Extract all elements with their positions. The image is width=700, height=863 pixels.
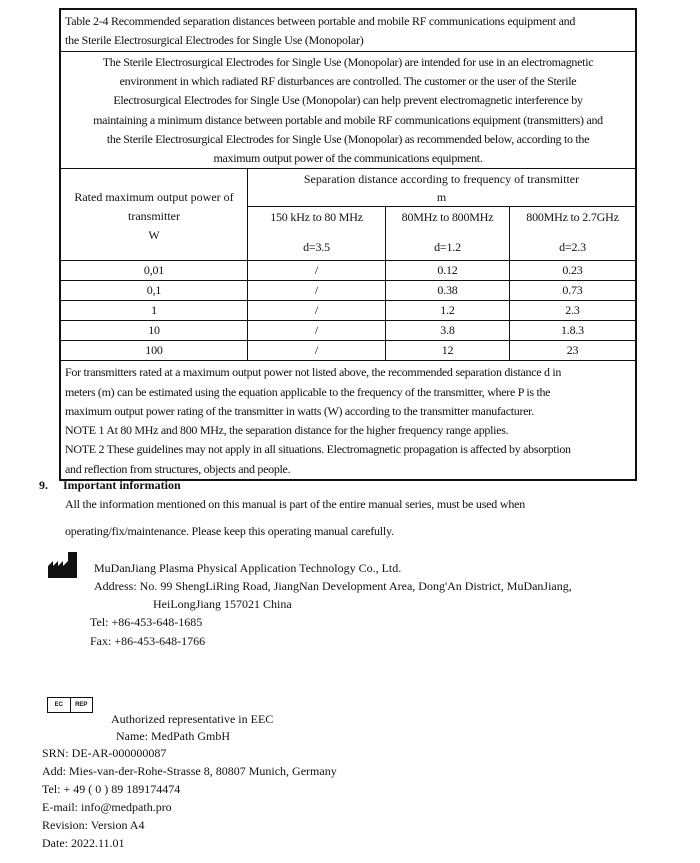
representative-srn: SRN: DE-AR-000000087 [42, 746, 167, 760]
manufacturer-name: MuDanJiang Plasma Physical Application Technology Co., Ltd. [94, 561, 402, 575]
table-cell: 0.12 [386, 261, 510, 280]
power-column-header [61, 169, 248, 261]
caption-line: Table 2-4 Recommended separation distances between portable and mobile RF communications equipment and [65, 14, 576, 28]
manufacturer-address: HeiLongJiang 157021 China [153, 597, 292, 611]
distance-equation: d=1.2 [434, 240, 461, 255]
power-label: transmitter [128, 209, 180, 224]
manufacturer-fax: Fax: +86-453-648-1766 [90, 634, 206, 648]
distance-header [248, 169, 635, 261]
note-line: meters (m) can be estimated using the equation applicable to the frequency of the transmitter, where P is the [65, 384, 551, 399]
table-notes [61, 361, 635, 479]
intro-line: The Sterile Electrosurgical Electrodes for Single Use (Monopolar) are intended for use in an electromagnetic [102, 55, 594, 69]
emc-separation-table [59, 8, 637, 481]
note-line: NOTE 2 These guidelines may not apply in all situations. Electromagnetic propagation is affected by absorption [65, 442, 571, 457]
representative-title: Authorized representative in EEC [111, 712, 274, 726]
table-row [61, 261, 635, 281]
distance-equation: d=3.5 [303, 240, 330, 255]
table-cell: 0.73 [562, 283, 583, 298]
section-text: operating/fix/maintenance. Please keep this operating manual carefully. [65, 524, 394, 538]
frequency-column-header [248, 207, 386, 261]
ec-rep-icon [47, 697, 93, 713]
note-line: maximum output power rating of the transmitter in watts (W) according to the transmitter manufacturer. [65, 403, 534, 418]
section-text: All the information mentioned on this manual is part of the entire manual series, must be used when [65, 497, 526, 511]
frequency-subheaders [248, 207, 635, 261]
power-label: Rated maximum output power of [74, 190, 234, 205]
table-cell: 1.8.3 [560, 323, 584, 338]
intro-line: Electrosurgical Electrodes for Single Use (Monopolar) can help prevent electromagnetic interference by [113, 93, 583, 108]
table-row [61, 301, 635, 321]
table-cell: 0.23 [562, 263, 583, 278]
intro-line: maximum output power of the communications equipment. [213, 151, 483, 166]
table-cell: / [248, 281, 386, 300]
representative-name: Name: MedPath GmbH [116, 729, 230, 743]
table-cell: 1.2 [386, 301, 510, 320]
distance-unit: m [436, 190, 447, 205]
distance-span-header [248, 169, 635, 207]
frequency-column-header [386, 207, 510, 261]
table-intro [61, 52, 635, 169]
intro-line: maintaining a minimum distance between portable and mobile RF communications equipment (transmitters) and [93, 112, 603, 127]
intro-line: the Sterile Electrosurgical Electrodes for Single Use (Monopolar) as recommended below, according to the [106, 131, 590, 146]
table-cell: 2.3 [565, 303, 580, 318]
table-row [61, 341, 635, 361]
ec-label: EC [48, 698, 71, 712]
frequency-range: 150 kHz to 80 MHz [270, 210, 363, 225]
caption-line: the Sterile Electrosurgical Electrodes for Single Use (Monopolar) [65, 33, 364, 47]
table-cell: 0,01 [61, 261, 248, 280]
table-cell: / [248, 301, 386, 320]
representative-tel: Tel: + 49 ( 0 ) 89 189174474 [42, 782, 181, 796]
intro-line: environment in which radiated RF disturbances are controlled. The customer or the user of the Sterile [119, 74, 577, 89]
representative-address: Add: Mies-van-der-Rohe-Strasse 8, 80807 Munich, Germany [42, 764, 337, 778]
table-header [61, 169, 635, 261]
document-date: Date: 2022.11.01 [42, 836, 125, 850]
table-cell: / [248, 321, 386, 340]
manufacturer-address: Address: No. 99 ShengLiRing Road, JiangNan Development Area, Dong'An District, MuDanJiang, [94, 579, 572, 593]
note-line: NOTE 1 At 80 MHz and 800 MHz, the separation distance for the higher frequency range applies. [65, 423, 509, 438]
section-number: 9. [39, 478, 48, 492]
table-cell: / [248, 341, 386, 360]
section-title: Important information [63, 478, 181, 492]
table-row [61, 281, 635, 301]
document-revision: Revision: Version A4 [42, 818, 145, 832]
section-heading [39, 478, 181, 493]
table-row [61, 321, 635, 341]
note-line: For transmitters rated at a maximum output power not listed above, the recommended separation distance d in [65, 365, 562, 380]
manufacturer-tel: Tel: +86-453-648-1685 [90, 615, 203, 629]
note-line: and reflection from structures, objects and people. [65, 461, 291, 476]
distance-label: Separation distance according to frequency of transmitter [303, 172, 580, 187]
power-unit: W [148, 228, 160, 243]
table-cell: 1 [61, 301, 248, 320]
table-cell: 0.38 [386, 281, 510, 300]
table-cell: / [248, 261, 386, 280]
table-cell: 10 [61, 321, 248, 340]
representative-email: E-mail: info@medpath.pro [42, 800, 172, 814]
distance-equation: d=2.3 [559, 240, 586, 255]
rep-label: REP [75, 702, 88, 708]
frequency-range: 80MHz to 800MHz [401, 210, 494, 225]
table-caption [61, 10, 635, 52]
frequency-range: 800MHz to 2.7GHz [526, 210, 619, 225]
table-cell: 12 [386, 341, 510, 360]
table-cell: 23 [566, 343, 579, 358]
table-cell: 3.8 [386, 321, 510, 340]
table-cell: 0,1 [61, 281, 248, 300]
frequency-column-header [510, 207, 635, 261]
factory-icon [48, 552, 77, 578]
table-cell: 100 [61, 341, 248, 360]
